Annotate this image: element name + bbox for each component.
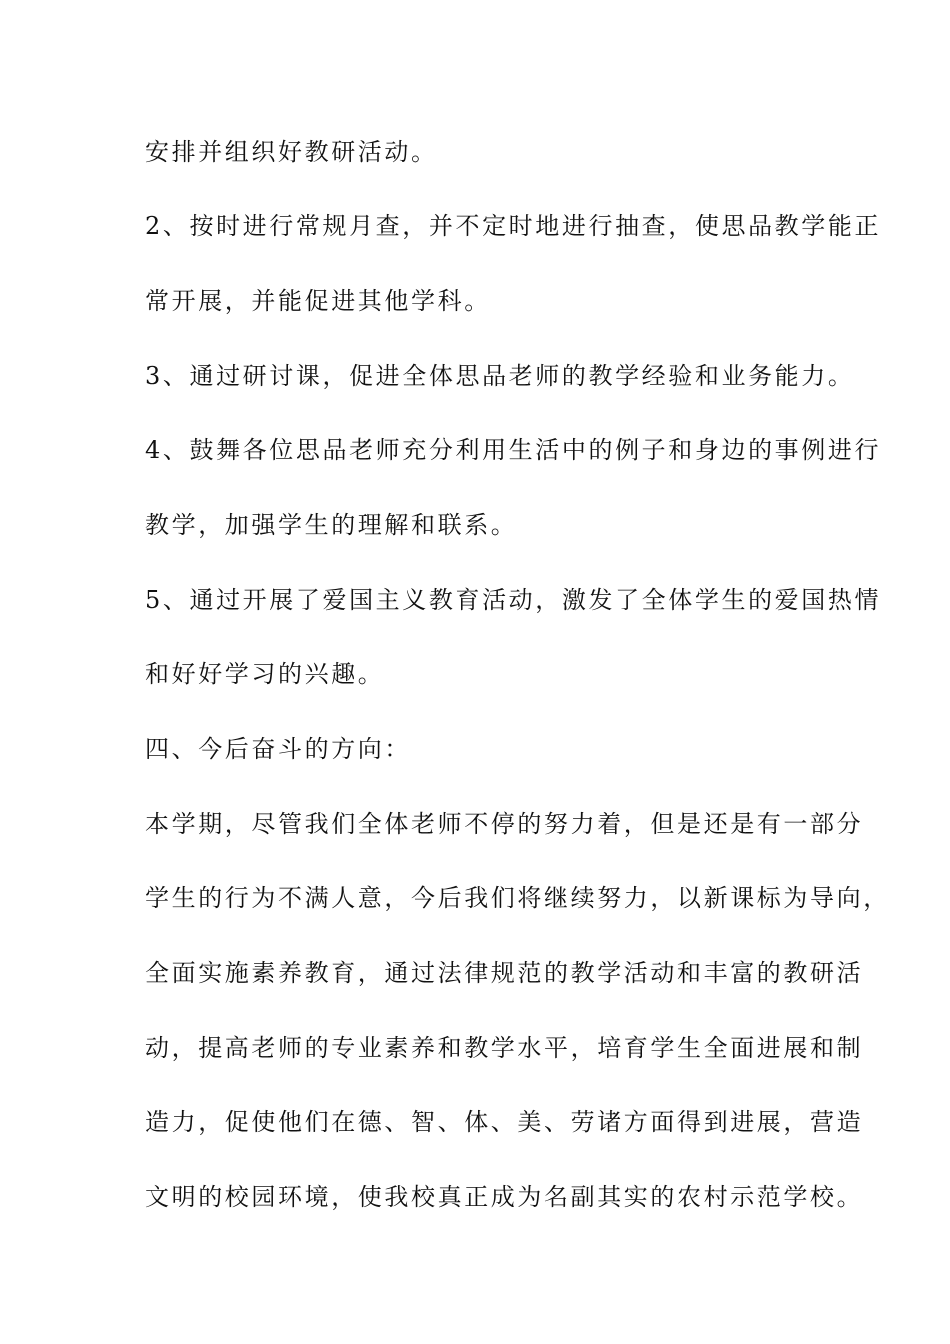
paragraph-line: 教学，加强学生的理解和联系。 xyxy=(145,511,518,539)
paragraph-line: 5、通过开展了爱国主义教育活动，激发了全体学生的爱国热情 xyxy=(145,586,882,614)
paragraph-line: 4、鼓舞各位思品老师充分利用生活中的例子和身边的事例进行 xyxy=(145,436,882,464)
paragraph-line: 安排并组织好教研活动。 xyxy=(145,138,438,166)
paragraph-line: 3、通过研讨课，促进全体思品老师的教学经验和业务能力。 xyxy=(145,362,855,390)
paragraph-line: 动，提高老师的专业素养和教学水平，培育学生全面进展和制 xyxy=(145,1034,864,1062)
paragraph-line: 造力，促使他们在德、智、体、美、劳诸方面得到进展，营造 xyxy=(145,1108,864,1136)
paragraph-line: 全面实施素养教育，通过法律规范的教学活动和丰富的教研活 xyxy=(145,959,864,987)
paragraph-line: 本学期，尽管我们全体老师不停的努力着，但是还是有一部分 xyxy=(145,810,864,838)
paragraph-line: 学生的行为不满人意，今后我们将继续努力，以新课标为导向， xyxy=(145,884,890,912)
paragraph-line: 和好好学习的兴趣。 xyxy=(145,660,385,688)
paragraph-line: 文明的校园环境，使我校真正成为名副其实的农村示范学校。 xyxy=(145,1183,864,1211)
section-heading: 四、今后奋斗的方向： xyxy=(145,735,411,763)
paragraph-line: 常开展，并能促进其他学科。 xyxy=(145,287,491,315)
paragraph-line: 2、按时进行常规月查，并不定时地进行抽查，使思品教学能正 xyxy=(145,212,882,240)
